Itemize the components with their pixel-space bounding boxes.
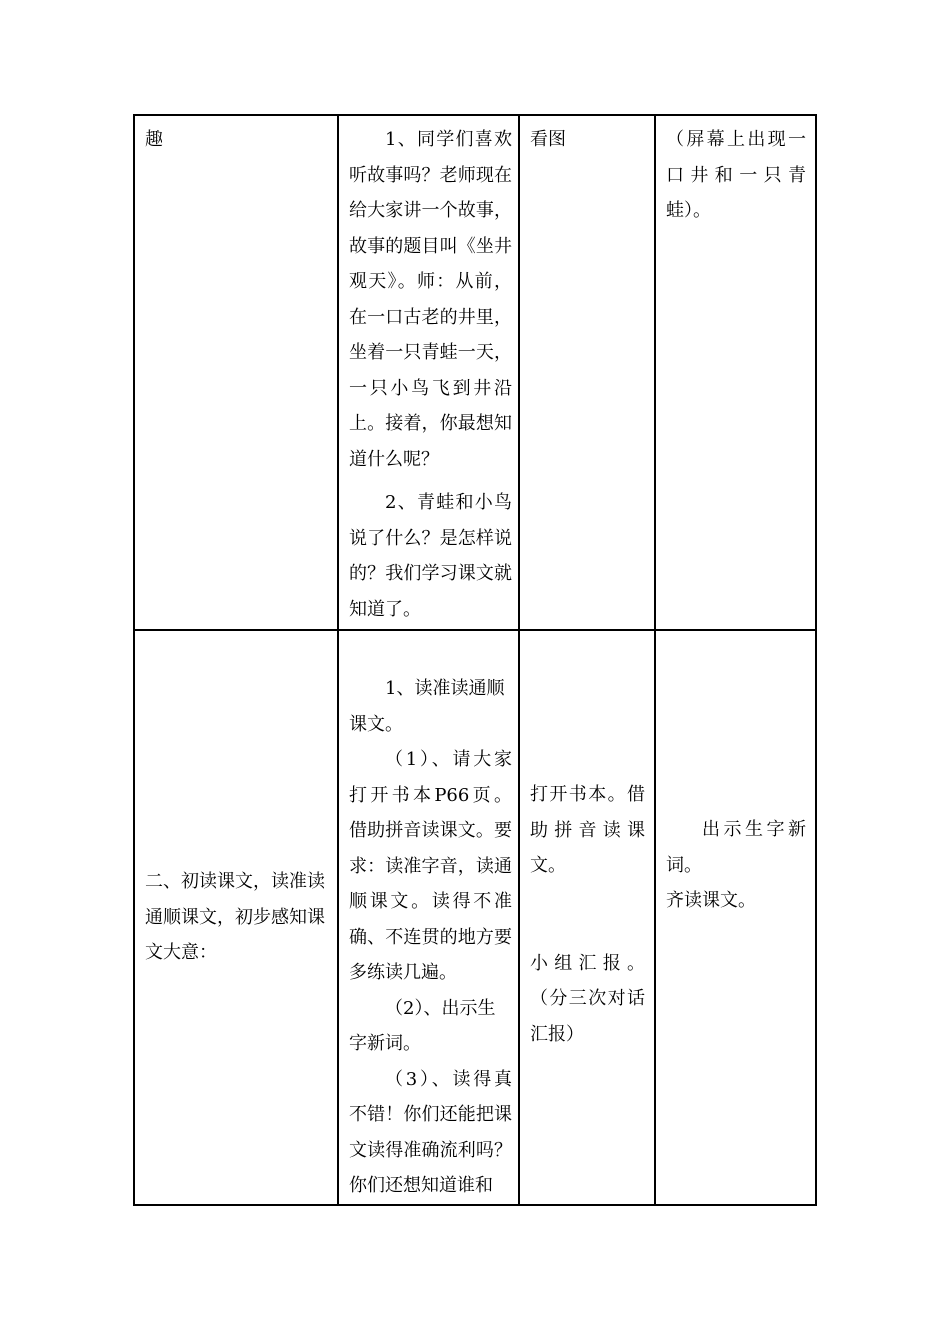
media-text: （屏幕上出现一口井和一只青蛙）。 xyxy=(666,129,806,221)
teacher-activity-cell xyxy=(338,630,519,1205)
table-row xyxy=(134,115,816,630)
teacher-paragraph: （3）、读得真不错！你们还能把课文读得准确流利吗？你们还想知道谁和 xyxy=(349,1068,512,1196)
media-cell xyxy=(655,115,816,630)
teacher-paragraph: （2）、出示生字新词。 xyxy=(349,997,496,1054)
stage-cell xyxy=(134,630,338,1205)
student-activity-cell xyxy=(519,630,655,1205)
media-text: 出示生字新词。 xyxy=(666,819,806,876)
teacher-paragraph: 1、同学们喜欢听故事吗？老师现在给大家讲一个故事，故事的题目叫《坐井观天》。师：从前，在一口古老的井里，坐着一只青蛙一天，一只小鸟飞到井沿上。接着，你最想知道什么呢？ xyxy=(349,129,512,470)
teacher-paragraph: 1、读准读通顺课文。 xyxy=(349,678,505,735)
stage-text: 二、初读课文，读准读通顺课文，初步感知课文大意： xyxy=(145,871,325,963)
student-text: 小组汇报。（分三次对话汇报） xyxy=(530,952,645,1045)
teacher-paragraph: （1）、请大家打开书本P66页。 借助拼音读课文。要求：读准字音，读通顺课文。读得不准确、不连贯的地方要多练读几遍。 xyxy=(349,749,512,983)
teacher-paragraph: 2、青蛙和小鸟说了什么？是怎样说的？我们学习课文就知道了。 xyxy=(349,492,512,620)
stage-text: 趣 xyxy=(145,129,163,150)
student-text: 看图 xyxy=(530,129,566,150)
stage-cell xyxy=(134,115,338,630)
media-cell xyxy=(655,630,816,1205)
lesson-plan-table xyxy=(133,114,817,1206)
student-text: 打开书本。借助拼音读课文。 xyxy=(530,784,645,876)
table-row xyxy=(134,630,816,1205)
media-text: 齐读课文。 xyxy=(666,890,756,911)
teacher-activity-cell xyxy=(338,115,519,630)
student-activity-cell xyxy=(519,115,655,630)
